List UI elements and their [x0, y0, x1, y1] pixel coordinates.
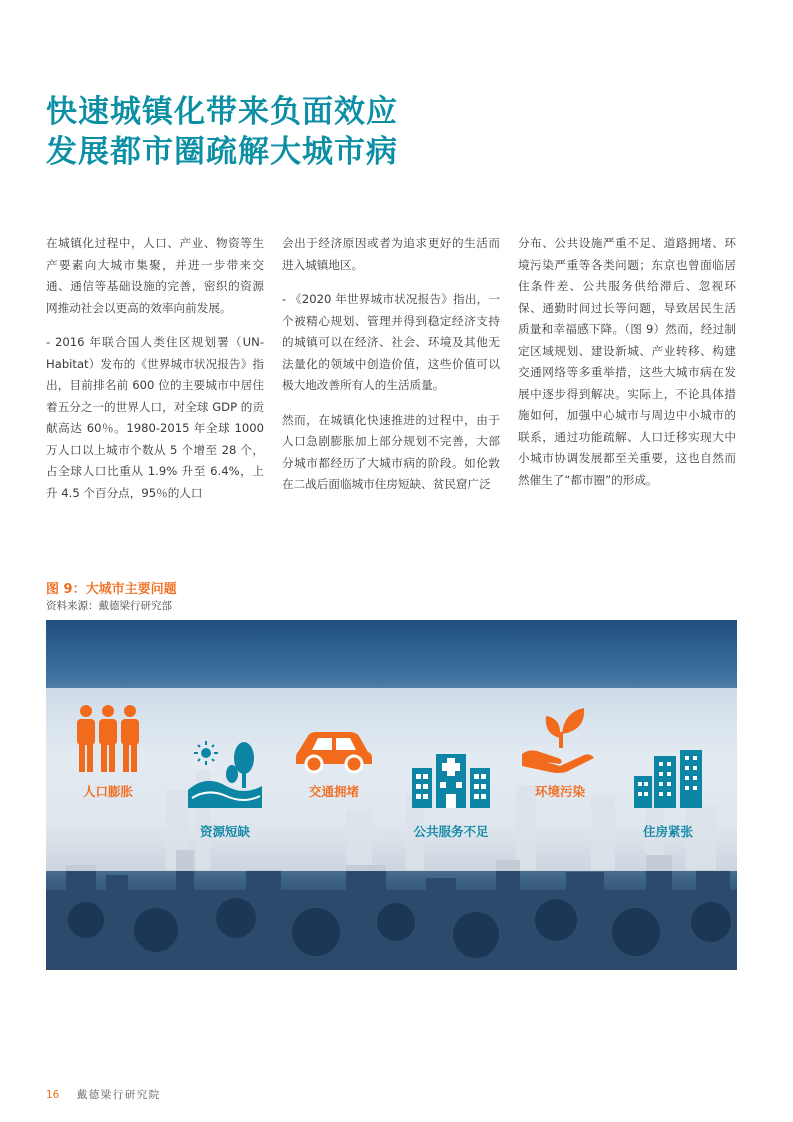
paragraph: - 2016 年联合国人类住区规划署（UN-Habitat）发布的《世界城市状况报告》指出，目前排名前 600 位的主要城市中居住着五分之一的世界人口，对全球 GDP 的贡献高达 60％。1980-2015 年全球 1000 万人口以上城市个数从 5 个增至 28 个，占全球人口比重从 1.9% 升至 6.4%，上升 4.5 个百分点，95％的人口 [46, 335, 264, 500]
paragraph: 在城镇化过程中，人口、产业、物资等生产要素向大城市集聚，并进一步带来交通、通信等基础设施的完善，密织的资源网推动社会以更高的效率向前发展。 [46, 236, 264, 315]
figure-image [46, 620, 737, 970]
paragraph: 分布、公共设施严重不足、道路拥堵、环境污染严重等各类问题；东京也曾面临居住条件差、公共服务供给滞后、忽视环保、通勤时间过长等问题，导致居民生活质量和幸福感下降。（图 9）然而，经过制定区域规划、建设新城、产业转移、构建交通网络等多重举措，这些大城市病在发展中逐步得到解决。实际上，不论具体措施如何，加强中心城市与周边中小城市的联系，通过功能疏解、人口迁移实现大中小城市协调发展都至关重要，这也自然而然催生了“都市圈”的形成。 [518, 236, 736, 487]
figure-label: 环境污染 [534, 784, 585, 799]
figure-source: 资料来源：戴德梁行研究部 [46, 600, 172, 612]
resource-shortage-icon [186, 738, 264, 808]
text-column-3 [518, 233, 736, 504]
hospital-icon [410, 748, 492, 808]
figure-label: 公共服务不足 [413, 824, 489, 839]
car-icon [294, 730, 374, 774]
page-footer [46, 1087, 161, 1102]
page-title [46, 92, 398, 172]
figure-label: 人口膨胀 [82, 784, 133, 799]
footer-publisher: 戴德梁行研究院 [76, 1089, 161, 1101]
figure-label: 交通拥堵 [308, 784, 359, 799]
title-line-2: 发展都市圈疏解大城市病 [46, 134, 398, 170]
paragraph: - 《2020 年世界城市状况报告》指出，一个被精心规划、管理并得到稳定经济支持的城镇可以在经济、社会、环境及其他无法量化的领域中创造价值，这些价值可以极大地改善所有人的生活质量。 [282, 292, 500, 392]
paragraph: 然而，在城镇化快速推进的过程中，由于人口急剧膨胀加上部分规划不完善，大部分城市都经历了大城市病的阶段。如伦敦在二战后面临城市住房短缺、贫民窟广泛 [282, 412, 500, 491]
plant-in-hand-icon [520, 704, 598, 774]
people-icon [72, 704, 144, 774]
figure-label: 住房紧张 [642, 824, 693, 839]
figure-label: 资源短缺 [199, 824, 250, 839]
title-line-1: 快速城镇化带来负面效应 [46, 94, 398, 130]
paragraph: 会出于经济原因或者为追求更好的生活而进入城镇地区。 [282, 236, 500, 272]
text-column-2 [282, 233, 500, 509]
figure-title: 图 9：大城市主要问题 [46, 582, 177, 597]
buildings-icon [632, 750, 704, 808]
text-column-1 [46, 233, 264, 517]
page-number: 16 [46, 1089, 60, 1101]
